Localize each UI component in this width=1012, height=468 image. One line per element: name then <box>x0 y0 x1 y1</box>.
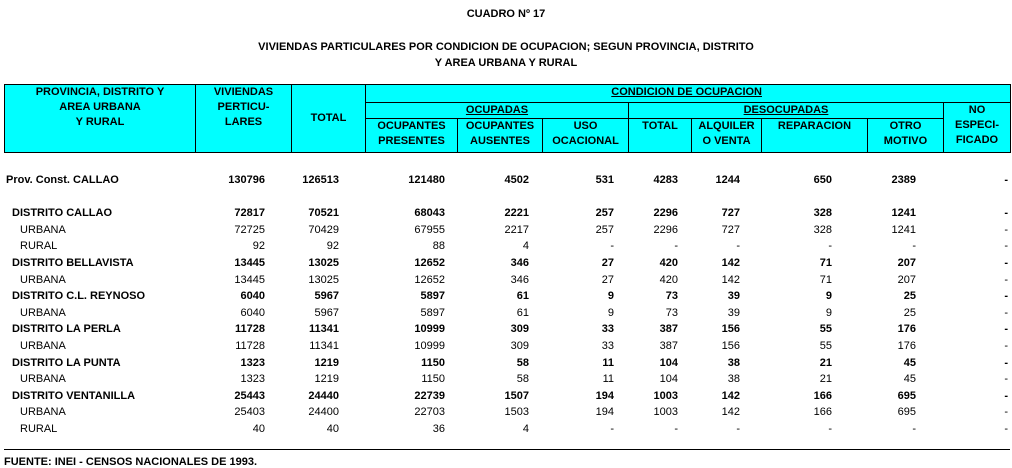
cell-value: 55 <box>819 323 832 336</box>
cell-value: 387 <box>659 323 678 336</box>
table-title-line-1: VIVIENDAS PARTICULARES POR CONDICION DE OCUPACION; SEGUN PROVINCIA, DISTRITO <box>258 41 754 53</box>
cell-value: 38 <box>727 356 740 369</box>
cell-value: 257 <box>595 223 614 236</box>
cell-value: 11341 <box>309 339 339 352</box>
cell-value: - <box>736 422 740 435</box>
cell-value: 13025 <box>308 256 339 269</box>
header-uso-ocacional: USO OCACIONAL <box>543 119 629 153</box>
table-row <box>4 388 1010 405</box>
cell-value: - <box>1004 406 1008 419</box>
cell-value: 1503 <box>504 406 529 419</box>
cell-value: 45 <box>903 356 916 369</box>
cell-value: 10999 <box>414 323 445 336</box>
cell-value: 58 <box>516 373 529 386</box>
cell-value: 1003 <box>653 389 678 402</box>
cell-value: 166 <box>813 389 832 402</box>
header-alquiler: ALQUILER O VENTA <box>692 119 762 153</box>
cell-value: 2217 <box>504 223 529 236</box>
cell-value: - <box>1004 223 1008 236</box>
cell-value: - <box>674 240 678 253</box>
cell-value: 9 <box>607 306 614 319</box>
row-label: URBANA <box>20 339 66 352</box>
data-table <box>4 172 1010 438</box>
cell-value: 4502 <box>504 174 529 186</box>
cell-value: 11728 <box>235 323 265 336</box>
cell-value: 5967 <box>314 306 339 319</box>
cell-value: 1323 <box>240 373 265 386</box>
cell-value: 650 <box>813 174 832 186</box>
cell-value: - <box>610 240 614 253</box>
header-ocupadas: OCUPADAS <box>366 103 629 119</box>
cell-value: 207 <box>897 256 916 269</box>
row-label: URBANA <box>20 306 66 319</box>
cell-value: 72725 <box>234 223 265 236</box>
cell-value: 68043 <box>414 207 445 220</box>
cell-value: 4 <box>522 240 529 253</box>
table-row <box>4 404 1010 421</box>
cell-value: 92 <box>252 240 265 253</box>
cell-value: - <box>1004 256 1008 269</box>
cell-value: 25443 <box>234 389 265 402</box>
cell-value: 4283 <box>653 174 678 186</box>
cell-value: - <box>1004 240 1008 253</box>
cell-value: 2389 <box>891 174 916 186</box>
cell-value: 194 <box>595 406 614 419</box>
row-label: URBANA <box>20 406 66 419</box>
cell-value: 1150 <box>421 373 445 386</box>
cell-value: 25 <box>903 290 916 303</box>
cell-value: 1003 <box>653 406 678 419</box>
header-reparacion: REPARACION <box>762 119 868 153</box>
cell-value: 142 <box>721 406 740 419</box>
cell-value: 142 <box>721 256 740 269</box>
cell-value: 1219 <box>314 356 339 369</box>
cell-value: 27 <box>601 273 614 286</box>
cell-value: 13445 <box>234 273 265 286</box>
cell-value: 420 <box>659 256 678 269</box>
table-row <box>4 321 1010 338</box>
cell-value: - <box>1004 389 1008 402</box>
cell-value: 5897 <box>420 306 445 319</box>
row-label: DISTRITO CALLAO <box>12 207 113 220</box>
row-label: RURAL <box>20 240 58 253</box>
cell-value: - <box>1004 422 1008 435</box>
cell-value: 9 <box>825 290 832 303</box>
row-label: DISTRITO LA PERLA <box>12 323 121 336</box>
cell-value: 22739 <box>414 389 445 402</box>
cell-value: 156 <box>721 339 740 352</box>
cell-value: 22703 <box>414 406 445 419</box>
cell-value: 27 <box>601 256 614 269</box>
table-row <box>4 172 1010 189</box>
row-label: URBANA <box>20 273 66 286</box>
cell-value: 1150 <box>421 356 445 369</box>
cell-value: 9 <box>607 290 614 303</box>
table-row <box>4 238 1010 255</box>
cell-value: 39 <box>727 290 740 303</box>
cell-value: 21 <box>819 356 832 369</box>
cell-value: 11 <box>602 373 614 386</box>
cell-value: 2296 <box>653 207 678 220</box>
cell-value: 309 <box>510 323 529 336</box>
cell-value: 695 <box>897 406 916 419</box>
table-number: CUADRO Nº 17 <box>466 8 546 20</box>
cell-value: 142 <box>721 389 740 402</box>
cell-value: 72817 <box>234 207 265 220</box>
cell-value: 328 <box>813 207 832 220</box>
cell-value: 11 <box>602 356 614 369</box>
cell-value: - <box>1004 373 1008 386</box>
row-label: URBANA <box>20 373 66 386</box>
cell-value: 12652 <box>414 256 445 269</box>
cell-value: 104 <box>659 373 678 386</box>
cell-value: 1219 <box>314 373 339 386</box>
table-row <box>4 288 1010 305</box>
cell-value: - <box>1004 339 1008 352</box>
cell-value: 126513 <box>302 174 339 186</box>
cell-value: - <box>610 422 614 435</box>
table-row <box>4 371 1010 388</box>
source-note: FUENTE: INEI - CENSOS NACIONALES DE 1993. <box>4 456 258 468</box>
table-row <box>4 355 1010 372</box>
table-row <box>4 222 1010 239</box>
cell-value: 727 <box>721 223 740 236</box>
cell-value: 4 <box>522 422 529 435</box>
cell-value: 531 <box>595 174 614 186</box>
cell-value: 420 <box>659 273 678 286</box>
cell-value: 346 <box>510 256 529 269</box>
cell-value: 11341 <box>309 323 339 336</box>
header-des-total: TOTAL <box>629 119 692 153</box>
cell-value: 1323 <box>240 356 265 369</box>
cell-value: - <box>1004 207 1008 220</box>
cell-value: 387 <box>659 339 678 352</box>
cell-value: 13445 <box>234 256 265 269</box>
cell-value: 67955 <box>414 223 445 236</box>
cell-value: 73 <box>665 306 678 319</box>
cell-value: - <box>1004 290 1008 303</box>
cell-value: 38 <box>727 373 740 386</box>
cell-value: 5897 <box>420 290 445 303</box>
header-no-especificado: NO ESPECI- FICADO <box>944 103 1011 153</box>
cell-value: 156 <box>721 323 740 336</box>
cell-value: 6040 <box>240 290 265 303</box>
cell-value: 194 <box>595 389 614 402</box>
table-header <box>4 84 1011 153</box>
cell-value: - <box>828 422 832 435</box>
cell-value: 33 <box>601 339 614 352</box>
cell-value: - <box>1004 356 1008 369</box>
cell-value: 71 <box>819 256 832 269</box>
cell-value: 1507 <box>504 389 529 402</box>
cell-value: 92 <box>326 240 339 253</box>
table-row <box>4 255 1010 272</box>
cell-value: 142 <box>721 273 740 286</box>
cell-value: - <box>736 240 740 253</box>
cell-value: 33 <box>601 323 614 336</box>
row-label: DISTRITO BELLAVISTA <box>12 256 134 269</box>
cell-value: - <box>828 240 832 253</box>
table-row <box>4 272 1010 289</box>
cell-value: 24440 <box>308 389 339 402</box>
cell-value: - <box>1004 174 1008 186</box>
cell-value: 1241 <box>891 207 916 220</box>
row-label: Prov. Const. CALLAO <box>6 174 119 186</box>
cell-value: - <box>912 422 916 435</box>
header-viviendas: VIVIENDAS PERTICU- LARES <box>196 85 292 153</box>
cell-value: 10999 <box>414 339 445 352</box>
header-total: TOTAL <box>292 85 366 153</box>
spacer-row <box>4 189 1010 206</box>
table-title-line-2: Y AREA URBANA Y RURAL <box>434 57 578 69</box>
cell-value: 1241 <box>891 223 916 236</box>
header-otro-motivo: OTRO MOTIVO <box>868 119 944 153</box>
cell-value: 61 <box>516 290 529 303</box>
cell-value: 45 <box>903 373 916 386</box>
cell-value: 55 <box>819 339 832 352</box>
cell-value: 36 <box>432 422 445 435</box>
cell-value: 309 <box>510 339 529 352</box>
cell-value: 61 <box>516 306 529 319</box>
cell-value: 104 <box>659 356 678 369</box>
row-label: DISTRITO VENTANILLA <box>12 389 136 402</box>
cell-value: 6040 <box>240 306 265 319</box>
cell-value: 12652 <box>414 273 445 286</box>
cell-value: 1244 <box>715 174 740 186</box>
cell-value: 88 <box>432 240 445 253</box>
header-province: PROVINCIA, DISTRITO Y AREA URBANA Y RURAL <box>5 85 196 153</box>
cell-value: - <box>912 240 916 253</box>
header-condicion: CONDICION DE OCUPACION <box>366 85 1011 103</box>
cell-value: - <box>674 422 678 435</box>
cell-value: 21 <box>819 373 832 386</box>
cell-value: 11728 <box>235 339 265 352</box>
row-label: DISTRITO LA PUNTA <box>12 356 121 369</box>
cell-value: 70521 <box>308 207 339 220</box>
cell-value: 176 <box>897 339 916 352</box>
table-row <box>4 338 1010 355</box>
cell-value: 346 <box>510 273 529 286</box>
row-label: RURAL <box>20 422 58 435</box>
table-row <box>4 305 1010 322</box>
cell-value: 40 <box>326 422 339 435</box>
cell-value: 130796 <box>228 174 265 186</box>
table-row <box>4 421 1010 438</box>
cell-value: 39 <box>727 306 740 319</box>
cell-value: - <box>1004 323 1008 336</box>
cell-value: 2296 <box>653 223 678 236</box>
cell-value: 257 <box>595 207 614 220</box>
cell-value: 121480 <box>408 174 445 186</box>
cell-value: 207 <box>897 273 916 286</box>
cell-value: 2221 <box>504 207 529 220</box>
row-label: URBANA <box>20 223 66 236</box>
cell-value: 9 <box>825 306 832 319</box>
cell-value: 24400 <box>308 406 339 419</box>
cell-value: 176 <box>897 323 916 336</box>
cell-value: 166 <box>813 406 832 419</box>
cell-value: 25403 <box>234 406 265 419</box>
cell-value: 70429 <box>308 223 339 236</box>
table-row <box>4 205 1010 222</box>
cell-value: 13025 <box>308 273 339 286</box>
cell-value: 71 <box>819 273 832 286</box>
header-desocupadas: DESOCUPADAS <box>629 103 944 119</box>
cell-value: 58 <box>516 356 529 369</box>
cell-value: - <box>1004 273 1008 286</box>
header-ocupantes-ausentes: OCUPANTES AUSENTES <box>458 119 543 153</box>
cell-value: 727 <box>721 207 740 220</box>
footer-rule <box>4 449 1010 450</box>
cell-value: 328 <box>813 223 832 236</box>
header-ocupantes-presentes: OCUPANTES PRESENTES <box>366 119 458 153</box>
cell-value: - <box>1004 306 1008 319</box>
header-bottom-rule <box>4 152 1010 153</box>
cell-value: 695 <box>897 389 916 402</box>
cell-value: 40 <box>252 422 265 435</box>
row-label: DISTRITO C.L. REYNOSO <box>12 290 146 303</box>
cell-value: 5967 <box>314 290 339 303</box>
cell-value: 25 <box>903 306 916 319</box>
cell-value: 73 <box>665 290 678 303</box>
